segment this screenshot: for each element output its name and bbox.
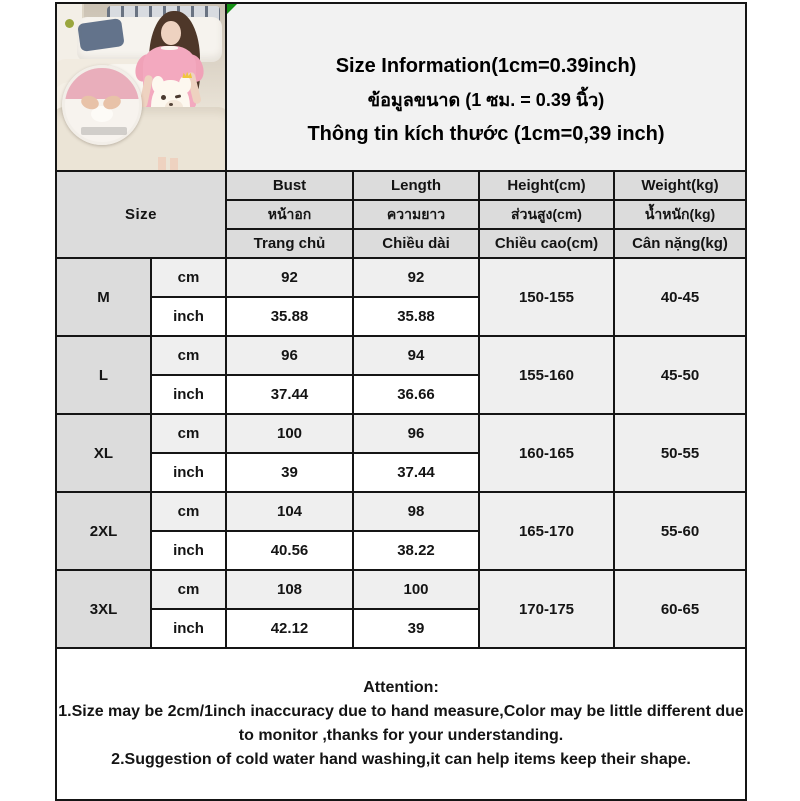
title-english: Size Information(1cm=0.39inch) — [335, 55, 637, 77]
unit-label-cm: cm — [151, 336, 226, 375]
weight-range: 40-45 — [614, 258, 746, 336]
length-cm-value: 92 — [353, 258, 479, 297]
height-range: 165-170 — [479, 492, 614, 570]
length-inch-value: 38.22 — [353, 531, 479, 570]
attention-cell — [56, 648, 746, 800]
photo-blanket — [77, 18, 124, 52]
photo-watermark — [81, 127, 127, 135]
size-corner-header: Size — [56, 171, 226, 258]
attention-heading: Attention: — [363, 679, 439, 696]
attention-note-2: 2.Suggestion of cold water hand washing,it can help items keep their shape. — [111, 751, 691, 768]
length-header-th: ความยาว — [353, 200, 479, 229]
attention-note-1: 1.Size may be 2cm/1inch inaccuracy due to hand measure,Color may be little different due to monitor ,thanks for your understanding. — [58, 703, 744, 744]
size-label: M — [56, 258, 151, 336]
green-corner-icon — [227, 4, 237, 14]
weight-header-th: น้ำหนัก(kg) — [614, 200, 746, 229]
unit-label-cm: cm — [151, 492, 226, 531]
length-inch-value: 35.88 — [353, 297, 479, 336]
length-inch-value: 39 — [353, 609, 479, 648]
product-photo — [57, 4, 225, 170]
bear-nose — [169, 103, 173, 106]
bust-inch-value: 40.56 — [226, 531, 353, 570]
size-label: XL — [56, 414, 151, 492]
length-inch-value: 37.44 — [353, 453, 479, 492]
model-left-leg — [158, 157, 166, 170]
length-header-en: Length — [353, 171, 479, 200]
bust-cm-value: 104 — [226, 492, 353, 531]
length-inch-value: 36.66 — [353, 375, 479, 414]
unit-label-inch: inch — [151, 375, 226, 414]
title-vietnamese: Thông tin kích thước (1cm=0,39 inch) — [307, 123, 665, 145]
height-header-en: Height(cm) — [479, 171, 614, 200]
size-label: 3XL — [56, 570, 151, 648]
height-header-th: ส่วนสูง(cm) — [479, 200, 614, 229]
unit-label-inch: inch — [151, 453, 226, 492]
weight-range: 60-65 — [614, 570, 746, 648]
height-range: 155-160 — [479, 336, 614, 414]
height-header-vi: Chiều cao(cm) — [479, 229, 614, 258]
weight-header-en: Weight(kg) — [614, 171, 746, 200]
weight-range: 45-50 — [614, 336, 746, 414]
unit-label-inch: inch — [151, 609, 226, 648]
size-label: 2XL — [56, 492, 151, 570]
weight-range: 55-60 — [614, 492, 746, 570]
product-photo-cell — [56, 3, 226, 171]
bust-inch-value: 37.44 — [226, 375, 353, 414]
unit-label-inch: inch — [151, 297, 226, 336]
bust-header-vi: Trang chủ — [226, 229, 353, 258]
bust-cm-value: 100 — [226, 414, 353, 453]
bust-header-th: หน้าอก — [226, 200, 353, 229]
height-range: 150-155 — [479, 258, 614, 336]
bust-inch-value: 39 — [226, 453, 353, 492]
unit-label-inch: inch — [151, 531, 226, 570]
bust-cm-value: 96 — [226, 336, 353, 375]
bust-inch-value: 42.12 — [226, 609, 353, 648]
length-cm-value: 96 — [353, 414, 479, 453]
bust-header-en: Bust — [226, 171, 353, 200]
unit-label-cm: cm — [151, 414, 226, 453]
bust-cm-value: 108 — [226, 570, 353, 609]
bust-cm-value: 92 — [226, 258, 353, 297]
weight-header-vi: Cân nặng(kg) — [614, 229, 746, 258]
model-right-leg — [170, 158, 178, 170]
size-chart-sheet — [55, 2, 745, 801]
weight-range: 50-55 — [614, 414, 746, 492]
unit-label-cm: cm — [151, 258, 226, 297]
bust-inch-value: 35.88 — [226, 297, 353, 336]
size-table — [55, 2, 747, 801]
height-range: 160-165 — [479, 414, 614, 492]
title-thai: ข้อมูลขนาด (1 ซม. = 0.39 นิ้ว) — [367, 90, 605, 110]
unit-label-cm: cm — [151, 570, 226, 609]
length-header-vi: Chiều dài — [353, 229, 479, 258]
length-cm-value: 94 — [353, 336, 479, 375]
height-range: 170-175 — [479, 570, 614, 648]
title-cell — [226, 3, 746, 171]
size-label: L — [56, 336, 151, 414]
length-cm-value: 100 — [353, 570, 479, 609]
length-cm-value: 98 — [353, 492, 479, 531]
